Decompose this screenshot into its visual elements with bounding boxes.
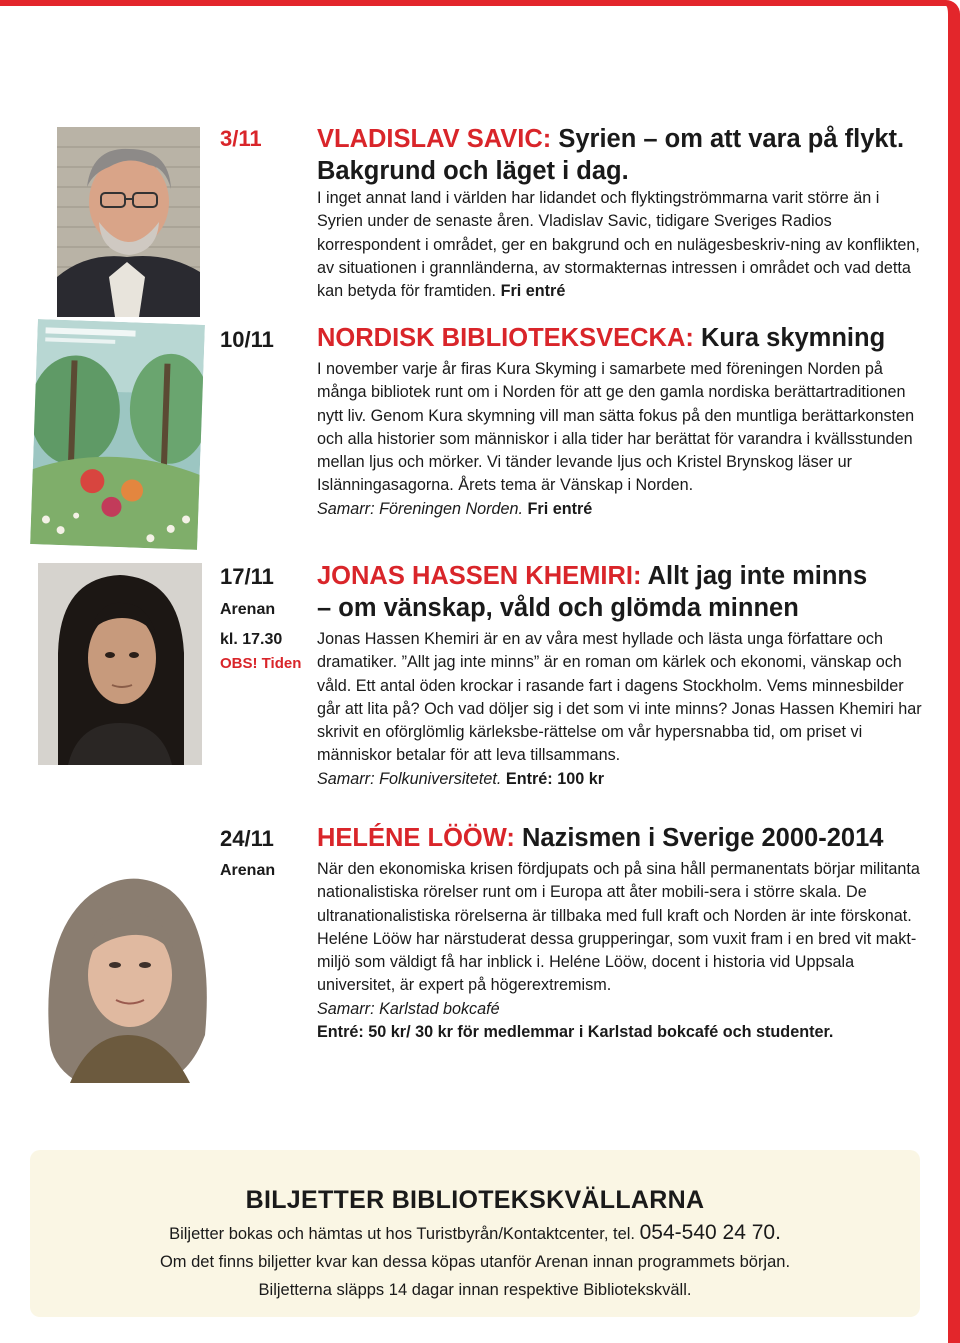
event-organizer: Samarr: Karlstad bokcafé: [317, 999, 500, 1018]
tickets-box: [30, 1150, 920, 1317]
tickets-phone: 054-540 24 70.: [639, 1221, 781, 1244]
photo-helene-loow: [40, 845, 215, 1083]
event-footer: [317, 498, 929, 521]
tickets-line2: Om det finns biljetter kvar kan dessa köpas utanför Arenan innan programmets början.: [159, 1253, 791, 1271]
event-headline: [317, 123, 929, 187]
event-subtitle: – om vänskap, våld och glömda minnen: [317, 594, 799, 622]
event-headline: [317, 322, 929, 354]
tickets-title: BILJETTER BIBLIOTEKSKVÄLLARNA: [245, 1186, 705, 1214]
event-description: I november varje år firas Kura Skyming i samarbete med föreningen Norden på många bibliotek runt om i Norden för att ge den gamla nordiska berättartraditionen nytt liv. Genom Kura skymning vill man sätta fokus på den muntliga berättarkonsten och alla historier som människor i alla tider har berättat för varandra i kvällsstunden mellan ljus och mörker. Vi tänder levande ljus och Kristel Brynskog läser ur Islänningasagorna. Årets tema är Vänskap i Norden.: [317, 360, 915, 495]
event-date: 17/11: [220, 564, 274, 589]
event-speaker: NORDISK BIBLIOTEKSVECKA:: [317, 324, 694, 352]
event-entry: Entré: 100 kr: [505, 769, 604, 788]
event-title: Nazismen i Sverige 2000-2014: [521, 824, 884, 852]
event-note: OBS! Tiden: [220, 655, 302, 672]
event-description: [317, 187, 929, 303]
event-title: Allt jag inte minns: [647, 562, 868, 590]
event-entry: Fri entré: [500, 282, 566, 301]
tickets-line3: Biljetterna släpps 14 dagar innan respektive Bibliotekskväll.: [258, 1281, 692, 1299]
event-entry: Fri entré: [527, 499, 593, 518]
event-date: 3/11: [220, 126, 262, 151]
event-organizer: Samarr: Föreningen Norden.: [317, 499, 524, 518]
event-organizer: Samarr: Folkuniversitetet.: [317, 769, 502, 788]
tickets-line1: Biljetter bokas och hämtas ut hos Turistbyrån/Kontaktcenter, tel.: [169, 1225, 636, 1243]
event-title: Kura skymning: [700, 324, 886, 352]
event-headline: [317, 560, 929, 592]
event-date: 24/11: [220, 826, 274, 851]
event-description-text: I inget annat land i världen har lidandet och flyktingströmmarna varit större än i Syrien under de senaste åren. Vladislav Savic, tidigare Sveriges Radios korrespondent i området, ger en bakgrund och en nulägesbeskriv-ning av konflikten, av situationen i grannländerna, av stormakternas intressen i området och vad detta kan betyda för framtiden.: [317, 189, 920, 301]
event-time: kl. 17.30: [220, 631, 283, 648]
event-title: Syrien – om att vara på flykt. Bakgrund och läget i dag.: [317, 125, 905, 185]
event-speaker: JONAS HASSEN KHEMIRI:: [317, 562, 642, 590]
event-venue: Arenan: [220, 601, 276, 618]
event-speaker: VLADISLAV SAVIC:: [317, 125, 552, 153]
event-venue: Arenan: [220, 862, 276, 879]
event-loow: [317, 822, 929, 1044]
event-description: Jonas Hassen Khemiri är en av våra mest hyllade och lästa unga författare och dramatiker. ”Allt jag inte minns” är en roman om kärlek och ekonomi, vänskap och våld. Ett antal öden krockar i rasande fart i dagens Stockholm. Vems minnesbilder går att lita på? Och vad döljer sig i det som vi inte minns? Jonas Hassen Khemiri har skrivit en oförglömlig kärleksbe-rättelse om vår hypersnabba tid, om priset vi människor betalar för att leva tillsammans.: [317, 630, 922, 765]
event-headline: [317, 822, 929, 854]
event-khemiri: [317, 560, 929, 791]
poster-kura-skymning: [30, 319, 205, 550]
photo-jonas-hassen-khemiri: [38, 563, 202, 765]
tickets-line: [30, 1219, 920, 1248]
event-biblioteksvecka: [317, 322, 929, 521]
event-speaker: HELÉNE LÖÖW:: [317, 824, 515, 852]
event-description: När den ekonomiska krisen fördjupats och på sina håll permanentats börjar militanta nationalistiska rörelser runt om i Europa att åter mobili-sera i större skala. De ultranationalistiska rörelserna är tillbaka med full kraft och Norden är inte förskonat. Heléne Lööw har närstuderat dessa grupperingar, som vuxit fram i en bred vit makt-miljö som väldigt få har inblick i. Heléne Lööw, docent i historia vid Uppsala universitet, är expert på högerextremism.: [317, 860, 920, 995]
event-footer: [317, 768, 929, 791]
event-savic: [317, 123, 929, 303]
photo-vladislav-savic: [57, 127, 200, 317]
event-date: 10/11: [220, 327, 274, 352]
event-entry: Entré: 50 kr/ 30 kr för medlemmar i Karlstad bokcafé och studenter.: [317, 1023, 834, 1042]
